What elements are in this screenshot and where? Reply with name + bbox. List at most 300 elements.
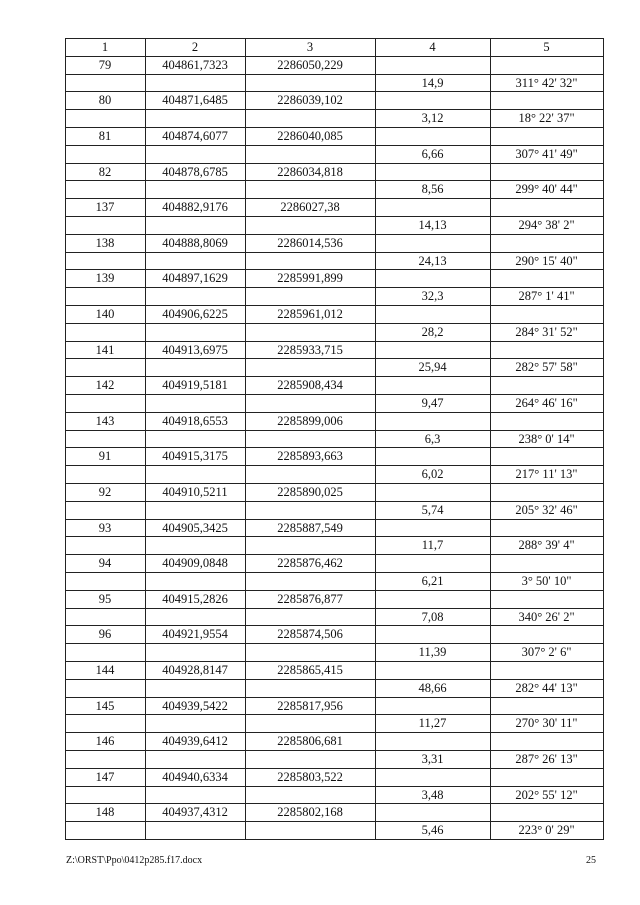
- distance-cell: [375, 732, 490, 750]
- distance-cell: [375, 163, 490, 181]
- table-grid-line: [375, 768, 603, 769]
- distance-cell: [375, 341, 490, 359]
- point-number-cell: [65, 74, 145, 92]
- distance-cell: 24,13: [418, 253, 447, 268]
- distance-cell: 11,7: [421, 538, 444, 553]
- point-number-cell: 147: [95, 769, 115, 784]
- x-coordinate-cell: 404871,6485: [162, 93, 228, 108]
- bearing-cell: [490, 234, 603, 252]
- table-grid-line: [375, 590, 603, 591]
- table-grid-line: [375, 269, 603, 270]
- bearing-cell: 287° 26' 13": [515, 752, 578, 766]
- table-grid-line: [65, 376, 375, 377]
- table-grid-line: [375, 732, 603, 733]
- table-grid-line: [65, 358, 375, 359]
- y-coordinate-cell: 2285802,168: [277, 805, 343, 820]
- distance-cell: [375, 198, 490, 216]
- bearing-cell: [490, 447, 603, 465]
- distance-cell: 25,94: [418, 360, 447, 375]
- table-grid-line: [65, 430, 375, 431]
- table-grid-line: [375, 697, 603, 698]
- point-number-cell: [65, 821, 145, 839]
- point-number-cell: 96: [98, 627, 112, 642]
- distance-cell: [375, 91, 490, 109]
- table-grid-line: [65, 679, 375, 680]
- bearing-cell: 294° 38' 2": [518, 218, 575, 232]
- point-number-cell: [65, 608, 145, 626]
- distance-cell: 8,56: [421, 182, 444, 197]
- distance-cell: 7,08: [421, 609, 444, 624]
- bearing-cell: 290° 15' 40": [515, 253, 578, 268]
- table-grid-line: [245, 38, 246, 840]
- y-coordinate-cell: 2285876,877: [277, 591, 343, 606]
- bearing-cell: [490, 91, 603, 109]
- y-coordinate-cell: [245, 358, 375, 376]
- x-coordinate-cell: [145, 821, 245, 839]
- table-grid-line: [375, 643, 603, 644]
- table-grid-line: [375, 145, 603, 146]
- point-number-cell: 91: [98, 449, 112, 464]
- table-grid-line: [375, 661, 603, 662]
- y-coordinate-cell: [245, 394, 375, 412]
- table-grid-line: [375, 821, 603, 822]
- x-coordinate-cell: 404939,6412: [162, 734, 228, 749]
- y-coordinate-cell: 2285908,434: [277, 378, 343, 393]
- table-grid-line: [375, 252, 603, 253]
- table-grid-line: [65, 803, 375, 804]
- table-grid-line: [65, 536, 375, 537]
- bearing-cell: 287° 1' 41": [518, 289, 575, 304]
- table-grid-line: [375, 234, 603, 235]
- y-coordinate-cell: [245, 252, 375, 270]
- table-grid-line: [375, 465, 603, 466]
- bearing-cell: 270° 30' 11": [515, 716, 578, 731]
- y-coordinate-cell: 2286027,38: [280, 200, 340, 215]
- table-grid-line: [65, 643, 375, 644]
- table-grid-line: [65, 465, 375, 466]
- y-coordinate-cell: [245, 216, 375, 234]
- table-grid-line: [65, 590, 375, 591]
- table-grid-line: [65, 501, 375, 502]
- table-grid-line: [65, 305, 375, 306]
- table-grid-line: [65, 732, 375, 733]
- y-coordinate-cell: 2285876,462: [277, 556, 343, 571]
- bearing-cell: 282° 44' 13": [515, 680, 578, 695]
- distance-cell: [375, 554, 490, 572]
- x-coordinate-cell: 404897,1629: [162, 271, 228, 286]
- table-grid-line: [375, 786, 603, 787]
- table-grid-line: [375, 305, 603, 306]
- y-coordinate-cell: [245, 287, 375, 305]
- page-number: 25: [586, 855, 596, 866]
- x-coordinate-cell: 404915,2826: [162, 591, 228, 606]
- point-number-cell: 137: [95, 200, 115, 215]
- x-coordinate-cell: 404888,8069: [162, 235, 228, 250]
- table-grid-line: [65, 519, 375, 520]
- table-grid-line: [375, 412, 603, 413]
- header-x-coordinate-cell: 2: [191, 40, 199, 54]
- x-coordinate-cell: 404906,6225: [162, 307, 228, 321]
- x-coordinate-cell: [145, 430, 245, 448]
- x-coordinate-cell: [145, 394, 245, 412]
- point-number-cell: [65, 714, 145, 732]
- distance-cell: [375, 661, 490, 679]
- x-coordinate-cell: [145, 786, 245, 804]
- point-number-cell: 92: [98, 485, 112, 499]
- bearing-cell: [490, 198, 603, 216]
- bearing-cell: [490, 697, 603, 715]
- x-coordinate-cell: 404921,9554: [162, 627, 228, 642]
- table-grid-line: [490, 38, 491, 840]
- y-coordinate-cell: 2285806,681: [277, 734, 343, 749]
- y-coordinate-cell: [245, 145, 375, 163]
- table-grid-line: [65, 750, 375, 751]
- bearing-cell: [490, 768, 603, 786]
- point-number-cell: 142: [95, 378, 115, 393]
- table-grid-line: [375, 501, 603, 502]
- y-coordinate-cell: [245, 786, 375, 804]
- point-number-cell: 94: [98, 556, 112, 571]
- table-grid-line: [65, 252, 375, 253]
- point-number-cell: 81: [98, 129, 112, 143]
- x-coordinate-cell: [145, 358, 245, 376]
- distance-cell: [375, 305, 490, 323]
- point-number-cell: [65, 394, 145, 412]
- x-coordinate-cell: [145, 572, 245, 590]
- bearing-cell: [490, 163, 603, 181]
- point-number-cell: 80: [98, 93, 112, 108]
- x-coordinate-cell: [145, 287, 245, 305]
- x-coordinate-cell: [145, 216, 245, 234]
- y-coordinate-cell: [245, 608, 375, 626]
- table-grid-line: [375, 679, 603, 680]
- x-coordinate-cell: 404939,5422: [162, 698, 228, 713]
- table-grid-line: [375, 447, 603, 448]
- y-coordinate-cell: [245, 74, 375, 92]
- bearing-cell: [490, 341, 603, 359]
- point-number-cell: 82: [98, 164, 112, 179]
- table-grid-line: [145, 38, 146, 840]
- x-coordinate-cell: 404874,6077: [162, 129, 228, 143]
- table-grid-line: [375, 163, 603, 164]
- table-grid-line: [65, 287, 375, 288]
- distance-cell: 3,31: [421, 752, 444, 766]
- bearing-cell: [490, 519, 603, 537]
- point-number-cell: [65, 465, 145, 483]
- x-coordinate-cell: [145, 180, 245, 198]
- point-number-cell: [65, 786, 145, 804]
- table-grid-line: [65, 127, 375, 128]
- x-coordinate-cell: [145, 714, 245, 732]
- y-coordinate-cell: [245, 714, 375, 732]
- x-coordinate-cell: 404928,8147: [162, 663, 228, 677]
- header-distance-cell: 4: [429, 40, 436, 54]
- distance-cell: 3,48: [421, 787, 444, 802]
- x-coordinate-cell: 404878,6785: [162, 164, 228, 179]
- table-grid-line: [65, 714, 375, 715]
- point-number-cell: 139: [95, 271, 115, 286]
- table-grid-line: [375, 714, 603, 715]
- y-coordinate-cell: 2285890,025: [277, 485, 343, 499]
- table-grid-line: [65, 180, 375, 181]
- table-grid-line: [65, 394, 375, 395]
- point-number-cell: [65, 145, 145, 163]
- bearing-cell: 238° 0' 14": [518, 431, 575, 446]
- point-number-cell: [65, 643, 145, 661]
- y-coordinate-cell: 2285991,899: [277, 271, 343, 286]
- bearing-cell: 307° 2' 6": [521, 645, 572, 660]
- y-coordinate-cell: 2286040,085: [277, 129, 343, 143]
- table-grid-line: [375, 750, 603, 751]
- table-grid-line: [65, 572, 375, 573]
- distance-cell: [375, 412, 490, 430]
- point-number-cell: 140: [95, 307, 115, 321]
- bearing-cell: 288° 39' 4": [518, 538, 575, 553]
- x-coordinate-cell: 404861,7323: [162, 57, 228, 72]
- table-grid-line: [375, 625, 603, 626]
- distance-cell: 5,46: [421, 823, 444, 838]
- x-coordinate-cell: [145, 74, 245, 92]
- y-coordinate-cell: [245, 643, 375, 661]
- bearing-cell: [490, 625, 603, 643]
- x-coordinate-cell: 404913,6975: [162, 342, 228, 357]
- table-grid-line: [65, 145, 375, 146]
- x-coordinate-cell: [145, 536, 245, 554]
- table-grid-line: [65, 447, 375, 448]
- distance-cell: [375, 483, 490, 501]
- bearing-cell: [490, 732, 603, 750]
- table-grid-line: [65, 109, 375, 110]
- table-grid-line: [375, 554, 603, 555]
- table-grid-line: [375, 109, 603, 110]
- table-grid-line: [375, 803, 603, 804]
- y-coordinate-cell: 2286014,536: [277, 235, 343, 250]
- bearing-cell: 299° 40' 44": [515, 182, 578, 197]
- x-coordinate-cell: [145, 608, 245, 626]
- bearing-cell: [490, 661, 603, 679]
- distance-cell: 14,13: [418, 218, 447, 232]
- distance-cell: 5,74: [421, 502, 444, 517]
- distance-cell: 9,47: [421, 396, 444, 410]
- distance-cell: 14,9: [421, 75, 444, 90]
- y-coordinate-cell: 2286050,229: [277, 57, 343, 72]
- y-coordinate-cell: 2285893,663: [277, 449, 343, 464]
- y-coordinate-cell: 2285933,715: [277, 342, 343, 357]
- x-coordinate-cell: 404937,4312: [162, 805, 228, 820]
- table-grid-line: [375, 483, 603, 484]
- bearing-cell: [490, 590, 603, 608]
- bearing-cell: [490, 127, 603, 145]
- table-grid-line: [65, 412, 375, 413]
- footer-file-path: Z:\ORST\Ppo\0412p285.f17.docx: [66, 855, 203, 866]
- x-coordinate-cell: 404918,6553: [162, 413, 228, 428]
- y-coordinate-cell: [245, 465, 375, 483]
- table-grid-line: [375, 216, 603, 217]
- point-number-cell: [65, 358, 145, 376]
- table-grid-line: [375, 394, 603, 395]
- bearing-cell: 282° 57' 58": [515, 360, 578, 375]
- table-grid-line: [375, 198, 603, 199]
- y-coordinate-cell: [245, 750, 375, 768]
- bearing-cell: 284° 31' 52": [515, 324, 578, 339]
- table-grid-line: [65, 216, 375, 217]
- x-coordinate-cell: 404905,3425: [162, 520, 228, 535]
- x-coordinate-cell: 404882,9176: [162, 200, 228, 215]
- table-grid-line: [375, 91, 603, 92]
- y-coordinate-cell: [245, 821, 375, 839]
- point-number-cell: 141: [95, 342, 115, 357]
- point-number-cell: 95: [98, 591, 112, 606]
- bearing-cell: 205° 32' 46": [515, 502, 578, 517]
- x-coordinate-cell: [145, 323, 245, 341]
- y-coordinate-cell: [245, 501, 375, 519]
- table-grid-line: [65, 821, 375, 822]
- table-grid-line: [65, 74, 375, 75]
- distance-cell: [375, 269, 490, 287]
- y-coordinate-cell: 2285874,506: [277, 627, 343, 642]
- table-grid-line: [375, 323, 603, 324]
- distance-cell: [375, 56, 490, 74]
- x-coordinate-cell: [145, 750, 245, 768]
- x-coordinate-cell: [145, 679, 245, 697]
- distance-cell: 11,27: [418, 716, 447, 731]
- point-number-cell: [65, 109, 145, 127]
- y-coordinate-cell: 2285803,522: [277, 769, 343, 784]
- distance-cell: [375, 768, 490, 786]
- y-coordinate-cell: [245, 536, 375, 554]
- point-number-cell: 143: [95, 413, 115, 428]
- table-grid-line: [65, 483, 375, 484]
- bearing-cell: [490, 412, 603, 430]
- x-coordinate-cell: 404909,0848: [162, 556, 228, 571]
- table-grid-line: [65, 786, 375, 787]
- bearing-cell: [490, 305, 603, 323]
- point-number-cell: [65, 501, 145, 519]
- header-bearing-cell: 5: [543, 40, 550, 54]
- point-number-cell: [65, 252, 145, 270]
- bearing-cell: 202° 55' 12": [515, 787, 578, 802]
- bearing-cell: 223° 0' 29": [518, 823, 575, 838]
- table-grid-line: [65, 554, 375, 555]
- table-grid-line: [375, 536, 603, 537]
- bearing-cell: 3° 50' 10": [521, 574, 572, 588]
- x-coordinate-cell: 404910,5211: [162, 485, 228, 499]
- table-grid-line: [65, 198, 375, 199]
- bearing-cell: [490, 376, 603, 394]
- bearing-cell: [490, 803, 603, 821]
- point-number-cell: [65, 216, 145, 234]
- point-number-cell: [65, 287, 145, 305]
- table-grid-line: [65, 91, 375, 92]
- y-coordinate-cell: [245, 109, 375, 127]
- table-grid-line: [375, 341, 603, 342]
- x-coordinate-cell: [145, 145, 245, 163]
- y-coordinate-cell: [245, 180, 375, 198]
- x-coordinate-cell: [145, 109, 245, 127]
- bearing-cell: 217° 11' 13": [515, 467, 578, 482]
- bearing-cell: [490, 483, 603, 501]
- y-coordinate-cell: 2286039,102: [277, 93, 343, 108]
- distance-cell: [375, 376, 490, 394]
- x-coordinate-cell: [145, 501, 245, 519]
- table-grid-line: [65, 163, 375, 164]
- bearing-cell: [490, 269, 603, 287]
- point-number-cell: 144: [95, 663, 115, 677]
- point-number-cell: [65, 430, 145, 448]
- point-number-cell: [65, 750, 145, 768]
- table-grid-line: [65, 661, 375, 662]
- y-coordinate-cell: 2286034,818: [277, 164, 343, 179]
- distance-cell: [375, 519, 490, 537]
- distance-cell: [375, 590, 490, 608]
- x-coordinate-cell: [145, 643, 245, 661]
- y-coordinate-cell: [245, 679, 375, 697]
- y-coordinate-cell: [245, 323, 375, 341]
- table-grid-line: [375, 180, 603, 181]
- table-grid-line: [65, 323, 375, 324]
- point-number-cell: [65, 679, 145, 697]
- table-grid-line: [375, 519, 603, 520]
- y-coordinate-cell: 2285899,006: [277, 413, 343, 428]
- table-grid-line: [375, 38, 376, 840]
- x-coordinate-cell: [145, 465, 245, 483]
- x-coordinate-cell: 404915,3175: [162, 449, 228, 464]
- point-number-cell: [65, 180, 145, 198]
- distance-cell: 6,21: [421, 574, 444, 588]
- distance-cell: [375, 697, 490, 715]
- bearing-cell: 264° 46' 16": [515, 396, 578, 410]
- table-grid-line: [65, 608, 375, 609]
- table-grid-line: [65, 234, 375, 235]
- distance-cell: 48,66: [418, 680, 447, 695]
- point-number-cell: 79: [98, 57, 112, 72]
- table-grid-line: [375, 287, 603, 288]
- distance-cell: 3,12: [421, 111, 444, 126]
- table-grid-line: [65, 625, 375, 626]
- table-grid-line: [375, 74, 603, 75]
- distance-cell: 11,39: [418, 645, 447, 660]
- distance-cell: [375, 127, 490, 145]
- table-grid-line: [375, 358, 603, 359]
- table-grid-line: [65, 38, 66, 840]
- header-y-coordinate-cell: 3: [306, 40, 314, 54]
- point-number-cell: 145: [95, 698, 115, 713]
- table-grid-line: [375, 608, 603, 609]
- table-grid-line: [375, 430, 603, 431]
- distance-cell: 6,02: [421, 467, 444, 482]
- bearing-cell: 311° 42' 32": [515, 75, 578, 90]
- point-number-cell: [65, 572, 145, 590]
- x-coordinate-cell: 404919,5181: [162, 378, 228, 393]
- distance-cell: [375, 234, 490, 252]
- table-grid-line: [65, 697, 375, 698]
- bearing-cell: [490, 554, 603, 572]
- table-grid-line: [65, 341, 375, 342]
- point-number-cell: [65, 536, 145, 554]
- point-number-cell: 93: [98, 520, 112, 535]
- y-coordinate-cell: 2285887,549: [277, 520, 343, 535]
- table-grid-line: [65, 768, 375, 769]
- x-coordinate-cell: [145, 252, 245, 270]
- point-number-cell: [65, 323, 145, 341]
- table-grid-line: [65, 269, 375, 270]
- distance-cell: 28,2: [421, 324, 444, 339]
- bearing-cell: [490, 56, 603, 74]
- table-grid-line: [375, 127, 603, 128]
- distance-cell: [375, 803, 490, 821]
- distance-cell: 6,3: [424, 431, 441, 446]
- table-grid-line: [603, 38, 604, 840]
